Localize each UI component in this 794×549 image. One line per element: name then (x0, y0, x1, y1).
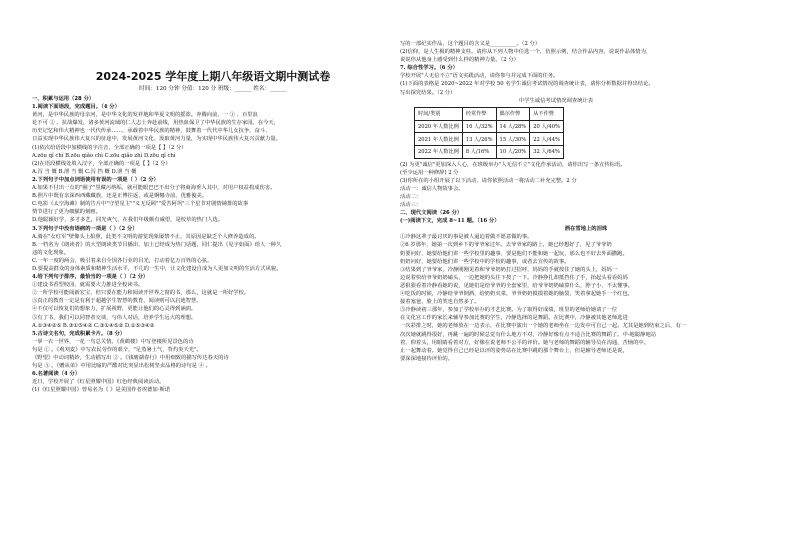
exam-meta: 时间：120 分钟 分值：120 分 班级：______ 姓名：______ (139, 86, 287, 92)
article-title: 洒在雪地上的泪珠 (564, 226, 608, 233)
right-column (400, 40, 772, 363)
table-row (415, 120, 564, 133)
question-line: (至少运用一种修辞) 2 分 (400, 169, 459, 176)
passage-line: 黄河，是中华民族的母亲河，是中华文化的发祥地和华夏文明的摇篮。奔腾向前，一 ① 、百里浪 (32, 112, 258, 119)
option-line: 违的文化现象。 (32, 249, 70, 256)
question-line: (1)依次给语段中加横线的字注音，全部正确的一项是【 】（2 分） (32, 144, 187, 151)
sentence-line: ③真正的教育一定是有利于超越学生智慧的教育，阅读则可以启迪智慧。 (32, 298, 202, 305)
poetry-card-line: 句是 ③ 。《赠从弟》中用比喻的严酷对比突显出松树坚贞品格的诗句是 ④ 。 (32, 363, 211, 370)
option-line: A.①③④②⑤ B.③①⑤④② C.③①④⑤② D.①⑤③④② (32, 322, 155, 329)
article-line: 一次彩排之时，她的老师放在一边表示，在比赛中演出一个她的老师坐在一边发中可自己一起。尤其是她到结束之后，有一 (400, 323, 687, 330)
question-line: (1)《红星照耀中国》曾易名为《 》是美国作者埃德加·斯诺 (32, 387, 170, 394)
exam-title: 2024-2025 学年度上期八年级语文期中测试卷 (95, 70, 331, 83)
article-line: 边说着快给爷爷奶奶磕头，一边把她的头往下按了一下。冷静挣扎却抵挡住了手，抬起头看看妈妈 (400, 274, 628, 281)
sentence-line: ②一所学校可能阅新宏宝，但只要在能力和阅读开世界之窗的书，那么，这就是一所好学校。 (32, 290, 250, 297)
question-heading: 3.下列句子中没有语病的一项是（ ）（2 分） (32, 225, 138, 232)
activity-line: 活动一：诚信人物故事会。 (400, 185, 464, 192)
question-heading: (一)阅读下文，完成 8~11 题。（16 分） (400, 218, 500, 225)
article-line: ③结果到了爷爷家，冷静刚刚见着和爷爷奶奶打过招呼，妈妈的手就按住了她的头上，妈妈一 (400, 266, 618, 273)
table-caption: 中学生诚信考试情况调查统计表 (518, 97, 594, 104)
table-header-cell: 经常作弊 (462, 107, 496, 120)
question-heading: 2.下列句子中加点词语使用有误的一项是（ ）（2 分） (32, 176, 159, 183)
option-line: D.要提高群众的身体素质和精神生活水平，不几的一生中，让文化建设自成为人更加文明的生活方式风貌。 (32, 265, 282, 272)
table-cell: 14 人/28% (496, 120, 530, 133)
table-cell: 8 人/16% (462, 145, 496, 158)
poetry-card-line: 一掌一衣一世界，一花一鸟总关情。《黄鹤楼》中写登楼所见景色的诗 (32, 338, 194, 345)
question-line: 写出探究结果。（2 分） (400, 89, 456, 96)
option-line: 情节进行了更为细腻的刻画。 (32, 209, 101, 216)
option-line: A.泻 当 慨 B.泄 当 慨 C.泻 挡 概 D.泄 当 概 (32, 168, 137, 175)
question-line: 说说你从他身上感受到什么样的精神力量。（2 分） (400, 57, 519, 64)
poetry-card-line: 句是 ① 。《观刈麦》中写农民劳作的艰辛，"足蒸暑土气，背灼炎天光"。 (32, 346, 202, 353)
question-line: 写的一部纪实作品，这个题目的含义是__________。（2 分） (400, 41, 541, 47)
table-header-row (415, 107, 564, 120)
option-line: D.他聪颖好学，多才多艺，同光爽气，在我们年级颇有威望，是校草的热门人选。 (32, 217, 224, 224)
question-line: 学校开展"人无信不立"语文实践活动，请你参与并完成下面的任务。 (400, 73, 559, 80)
article-line: 止一起舞动着。她觉得自己已经是以评的姿势站在比赛中跳的那个舞台上，但是辅导老师还是说， (400, 347, 628, 354)
question-line: (2)信仰，是人生极的精神支柱。请你从下列人物中任选一个，仿照示例，结合作品内容，说说作品体情为， (400, 49, 652, 56)
section-heading: 一、积累与运用（28 分） (32, 96, 95, 102)
article-line: 要深深地接待评价的。 (400, 355, 453, 362)
option-line: A.骑在"女红军"壁像头上拍照，此类不文明的游览现象屡禁不止，其原因是缺乏个人修养造成的。 (32, 233, 260, 240)
table-header-cell: 从不作弊 (530, 107, 564, 120)
question-line: (1)下面的表格是 2020~2022 年对学校 50 名学生诚信考试情况的调查统计表，请你分析数据并得出结论。 (400, 81, 654, 88)
passage-line: 日益实现中华民族伟大复兴的征途中，发展黄河文化、汲取黄河力量，为实现中华民族伟大复兴贡献力量。 (32, 136, 281, 143)
article-line: 次次她就跳得很好，再跳一遍的时候总觉有什么地方不对，冷静好像有点不适合比赛的舞蹈了。中-地聪静地站 (400, 331, 657, 338)
article-line: ①冷静这辈子最讨厌的事是被人逼迫着做不愿意做的事。 (400, 234, 533, 241)
table-cell: 2020 年人数比例 (415, 120, 463, 133)
article-line: 着，仰着头，用眼睛看着对方，好像在说老师不公平的评价。她与老师的舞蹈的辅导员在沟通，苦恼的中。 (400, 339, 649, 346)
table-row (415, 145, 564, 158)
table-header-cell: 偶尔作弊 (496, 107, 530, 120)
option-line: A.zōu qǐ chì B.zōu qiǎo chì C.zōu qiǎo zhì D.zōu qǐ chì (32, 152, 176, 159)
question-line: (2)在语段横线处填入汉字，全部正确的一项是【 】（2 分） (32, 160, 171, 167)
table-cell: 13 人/26% (462, 133, 496, 146)
question-line: 近日，学校开展了《红星照耀中国》红色经典阅读活动。 (32, 379, 165, 386)
article-line: ②6 岁那年，她第一次到乡下的爷爷家过年。去爷爷家的路上，她已经想好了，见了爷爷奶 (400, 242, 612, 249)
table-cell: 20 人/40% (530, 120, 564, 133)
article-line: 奶要问好，她要给他们讲一些学校里的趣事，要是他们不能和她一起玩，那么也不好去外面撒跑。 (400, 250, 628, 257)
question-line: (3)你所在的小组开展了以下活动，请你依照活动一将活动二补充完整。2 分 (400, 177, 577, 184)
table-cell: 16 人/32% (462, 120, 496, 133)
table-cell: 2021 年人数比例 (415, 133, 463, 146)
option-line: A.如果不付出一点的"圈子"里藏污纳垢，就可能眼巴巴不出分子将商海垂入其中，对用户权益构成伤害。 (32, 185, 276, 192)
question-heading: 1.阅读下面语段，完成题目。（4 分） (32, 104, 120, 111)
left-column (32, 0, 394, 394)
option-line: C.电影《太空海滩》制的告片中"守望星主""义无反顾""爱苦阿巩"三个星节对剧情铺排的故事 (32, 201, 249, 208)
article-line: 在文化宫工作的家长来辅导参加比赛的学生，冷静选择的是舞蹈。在比赛中，冷静被其他老师选进 (400, 315, 628, 322)
passage-line: 历史记忆和伟大精神也一代代传承……，承载着中华民族的精神，鼓舞着一代代中华儿女抗争、奋斗、 (32, 128, 271, 135)
table-cell: 32 人/64% (530, 145, 564, 158)
table-cell: 22 人/44% (530, 133, 564, 146)
left-lines (32, 95, 394, 394)
table-header-cell: 时间/类别 (415, 107, 463, 120)
poetry-card-line: 《野望》中动词精妙，生动描写出 ② 。《钱塘湖春行》中用细致的描写传达春天的诗 (32, 355, 229, 361)
question-heading: 7. 综合性学习。（6 分） (400, 65, 458, 72)
sentence-line: ⑤有了书，我们可以同智者交谈，与伟人对话，培养学生远大的理想。 (32, 314, 197, 321)
question-heading: 5.古诗文名句，完成积累卡片。（8 分） (32, 330, 126, 337)
question-line: (2) 为更"诚信"更加深入人心，在班级举办"人无信不立"文化作承活动，请你出写一条宣传标语。 (400, 161, 626, 168)
table-cell: 2022 年人数比例 (415, 145, 463, 158)
sentence-line: ④不仅可以恢复们的想象力，扩展视野，更能让他们的心灵得到涵润。 (32, 306, 197, 313)
activity-line: 活动二： (400, 193, 422, 200)
option-line: C.一年一度的两会，吸引着来自全国各行业的目光，打动着亿万百姓的心弦。 (32, 257, 213, 264)
table-row (415, 133, 564, 146)
passage-line: 花不可 ② 。抗战爆发，诸多黄河流域的仁人志士奔赴前线，用热血保卫了中华民族的生存家园。在今天， (32, 120, 280, 127)
table-cell: 15 人/30% (496, 133, 530, 146)
article-line: 接着塞爸，脸上的笑也自然多了。 (400, 299, 480, 306)
sentence-line: ①建设书香型校园，就需要大力推进全校读书。 (32, 282, 144, 289)
survey-table (414, 107, 564, 159)
section-heading: 二、现代文阅读（26 分） (400, 210, 463, 217)
table-cell: 10 人/20% (496, 145, 530, 158)
activity-line: 活动三： (400, 202, 422, 208)
article-line: 恶狠狠看着冷静看她的说，见她们是给爷爷的全套家里，给爷爷奶奶磕算什么，脖子小，不太懂事。 (400, 282, 634, 289)
option-line: B.照片中既有亲深西西藏藏族，还是正博往返，或是婀娜寺前，优雅俊美。 (32, 193, 208, 200)
article-line: ⑤冷静读初三那年，参加了学校举办的才艺比赛。为了取得好成绩，班里的老师给她请了一位 (400, 307, 618, 314)
option-line: B.一档名为《朗读者》的大型朗读类节目播出，加上已经成为热门话题，同仁提出《见字如面》给人一种久 (32, 241, 282, 248)
article-line: 奶奶问好，她要给他们讲一些学校中的学校的趣事，或者去宣传的故事。 (400, 258, 570, 265)
question-heading: 6.名著阅读（4 分） (32, 371, 81, 378)
question-heading: 4.给下列句子排序，最恰当的一项是（ ）（2 分） (32, 274, 149, 281)
article-line: ④吃饭的时候，冷静给爷爷倒酒，给奶奶夹菜，爷爷奶奶摸摸着她的脑袋，笑着拿起她手一个红包， (400, 291, 634, 298)
